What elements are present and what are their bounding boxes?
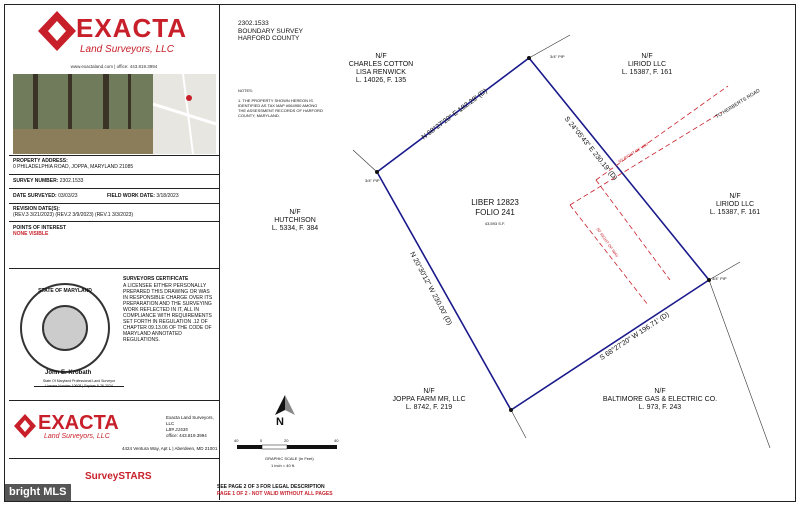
page-validity-note: PAGE 1 OF 2 - NOT VALID WITHOUT ALL PAGES: [217, 491, 333, 497]
bearing-west: N 20°30'12" W 230.00' (D): [408, 250, 453, 327]
logo-tagline: Land Surveyors, LLC: [80, 44, 174, 55]
nf-cotton: N/F CHARLES COTTON LISA RENWICK L. 14026, F. 135: [348, 53, 414, 84]
north-label: N: [276, 416, 284, 428]
footer-logo-wordmark: EXACTA: [38, 412, 119, 434]
scale-title: GRAPHIC SCALE (In Feet): [265, 456, 314, 461]
scale-tick-0: 40: [234, 438, 239, 443]
scale-tick-1: 0: [260, 438, 263, 443]
graphic-scale: [237, 445, 337, 449]
footer-company: Exacta Land Surveyors, LLC LB# 21535 office: 443.819.3994: [166, 415, 214, 438]
pipe-label-3: 3/4" PIP: [712, 276, 727, 281]
survey-number-value: 2302.1533: [59, 178, 84, 184]
bright-mls-watermark: bright MLS: [5, 484, 71, 501]
bearing-south: S 68°27'20" W 196.71' (D): [598, 311, 671, 362]
nf-hutchison: N/F HUTCHISON L. 5334, F. 384: [271, 209, 319, 232]
address-label: PROPERTY ADDRESS:: [13, 158, 68, 164]
scale-ratio: 1 inch = 40 ft.: [271, 463, 296, 468]
property-boundary: [377, 58, 709, 410]
bearing-north: N 68°27'20" E 182.28' (D): [420, 87, 489, 142]
bearing-east: S 24°05'43" E 230.19' (D): [562, 115, 619, 182]
pipe-label-2: 3/4" PIP: [550, 54, 565, 59]
plat-header: 2302.1533 BOUNDARY SURVEY HARFORD COUNTY: [238, 20, 304, 42]
surveystars-logo: SurveySTARS: [85, 471, 152, 482]
revision-value: (REV.3 3/21/2023) (REV.2 3/9/2023) (REV.1 3/3/2023): [13, 212, 134, 218]
poi-label: POINTS OF INTEREST: [13, 225, 67, 231]
address-value: 0 PHILADELPHIA ROAD, JOPPA, MARYLAND 21085: [13, 164, 134, 170]
row-label-side: 50' RIGHT OF WAY: [595, 226, 620, 259]
signer-name: John E. Krobath: [45, 370, 92, 376]
north-arrow-icon: [275, 395, 295, 415]
certificate-title: SURVEYORS CERTIFICATE: [123, 276, 189, 282]
field-work-label: FIELD WORK DATE:: [107, 193, 155, 199]
legal-note: SEE PAGE 2 OF 3 FOR LEGAL DESCRIPTION: [217, 484, 325, 490]
row-label-top: 50' RIGHT OF WAY: [617, 141, 650, 164]
pipe-label-1: 3/4" PIP: [365, 178, 380, 183]
poi-value: NONE VISIBLE: [13, 231, 49, 237]
date-surveyed-value: 03/03/23: [58, 193, 78, 199]
notes: NOTES: 1. THE PROPERTY SHOWN HEREON IS IDENTIFIED AS TAX MAP #064950 AMONG THE ASSESSMENT RECORDS OF HARFORD COUNTY, MARYLAND.: [238, 88, 323, 118]
revision-label: REVISION DATE(S):: [13, 206, 60, 212]
field-work-value: 3/18/2023: [156, 193, 179, 199]
certificate-text: A LICENSEE EITHER PERSONALLY PREPARED THIS DRAWING OR WAS IN RESPONSIBLE CHARGE OVER ITS PREPARATION AND THE SURVEYING WORK REFLECTED IN IT, ALL IN COMPLIANCE WITH REQUIREMENTS SET FORTH IN REGULATION .12 OF CHAPTER 09.13.06 OF THE CODE OF MARYLAND ANNOTATED REGULATIONS.: [123, 283, 213, 343]
seal-text: STATE OF MARYLAND: [38, 288, 92, 294]
footer-address: 4424 Ventura Way, Apt L | Aberdeen, MD 21001: [122, 446, 218, 451]
nf-liriod-top: N/F LIRIOD LLC L. 15387, F. 161: [621, 53, 673, 76]
logo-wordmark: EXACTA: [76, 13, 187, 43]
to-road-label: TO HERBERTS ROAD: [714, 87, 762, 121]
footer-logo-tagline: Land Surveyors, LLC: [44, 433, 110, 440]
scale-tick-3: 40: [334, 438, 339, 443]
company-web: www.exactaland.com | office: 443.819.3994: [70, 64, 158, 69]
iron-pipes: [375, 56, 711, 412]
signer-license: State Of Maryland Professional Land Surveyor License Number 10608 | Expires 5-26-2024: [42, 379, 116, 388]
nf-joppa: N/F JOPPA FARM MR, LLC L. 8742, F. 219: [392, 388, 466, 411]
nf-liriod-right: N/F LIRIOD LLC L. 15387, F. 161: [709, 193, 761, 216]
scale-tick-2: 20: [284, 438, 289, 443]
survey-number-label: SURVEY NUMBER:: [13, 178, 59, 184]
date-surveyed-label: DATE SURVEYED:: [13, 193, 57, 199]
nf-bge: N/F BALTIMORE GAS & ELECTRIC CO. L. 973, F. 243: [602, 388, 718, 411]
parcel-label: LIBER 12823 FOLIO 241 43,593 S.F.: [471, 198, 519, 226]
